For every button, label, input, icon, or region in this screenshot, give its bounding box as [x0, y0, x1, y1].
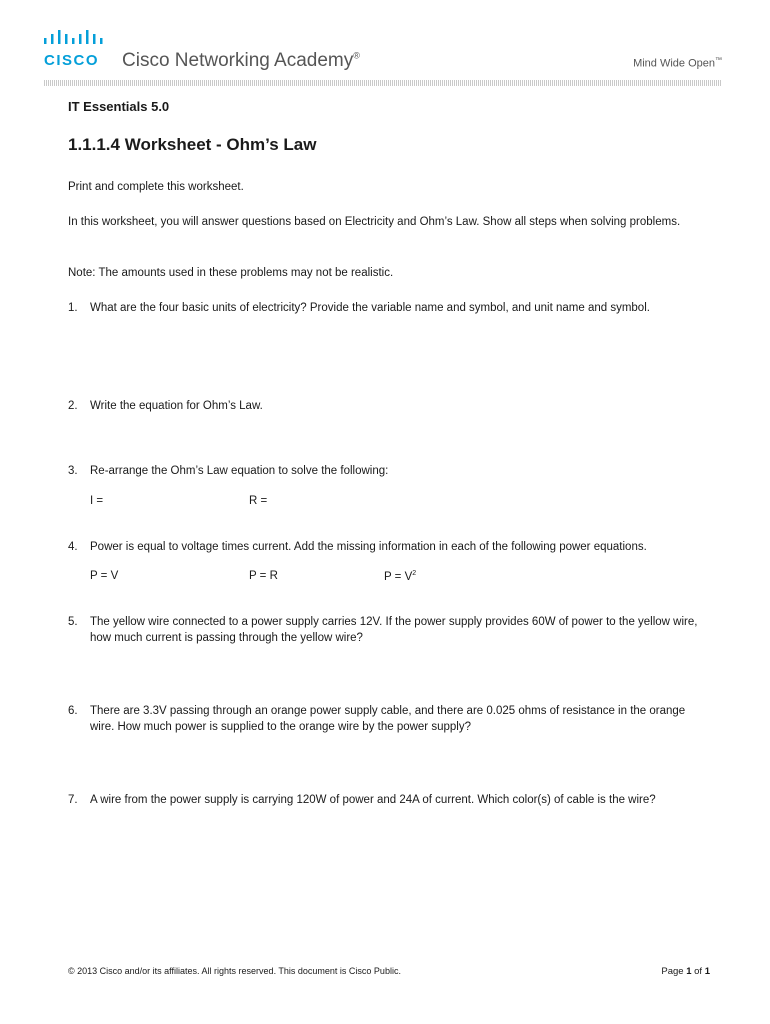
question-number: 1. — [68, 302, 78, 314]
question-number: 5. — [68, 616, 78, 628]
question-number: 7. — [68, 794, 78, 806]
academy-name — [122, 50, 360, 72]
intro-text: Print and complete this worksheet. — [68, 181, 244, 193]
equation-current: I = — [90, 495, 104, 507]
page-of-label: of — [694, 966, 703, 977]
equation-resistance: R = — [249, 495, 268, 507]
question-text: Write the equation for Ohm’s Law. — [90, 400, 263, 412]
course-name: IT Essentials 5.0 — [68, 99, 170, 114]
page-total: 1 — [704, 966, 710, 977]
note-text: Note: The amounts used in these problems may not be realistic. — [68, 267, 394, 279]
page-label: Page — [661, 966, 684, 977]
tagline-text: Mind Wide Open — [633, 57, 715, 70]
trademark-mark: ™ — [715, 57, 722, 64]
question-text: What are the four basic units of electricity? Provide the variable name and symbol, and unit name and symbol. — [90, 302, 650, 314]
equation-power-voltage-squared — [384, 570, 416, 583]
description-text: In this worksheet, you will answer questions based on Electricity and Ohm’s Law. Show all steps when solving problems. — [68, 216, 681, 228]
question-number: 6. — [68, 705, 78, 717]
question-number: 2. — [68, 400, 78, 412]
page-current: 1 — [686, 966, 692, 977]
academy-name-text: Cisco Networking Academy — [122, 50, 354, 71]
page-title: 1.1.1.4 Worksheet - Ohm’s Law — [68, 135, 317, 154]
footer-page-number — [661, 966, 710, 977]
question-text: There are 3.3V passing through an orange power supply cable, and there are 0.025 ohms of resistance in the orange wire. How much power is supplied to the orange wire by the power supply? — [90, 705, 686, 733]
cisco-bars-logo-icon — [44, 30, 114, 48]
registered-mark: ® — [353, 50, 360, 61]
equation-power-resistance: P = R — [249, 570, 278, 582]
question-text: A wire from the power supply is carrying 120W of power and 24A of current. Which color(s) of cable is the wire? — [90, 794, 656, 806]
question-number: 3. — [68, 465, 78, 477]
cisco-wordmark: CISCO — [44, 52, 100, 69]
question-text: Power is equal to voltage times current. Add the missing information in each of the following power equations. — [90, 541, 647, 553]
page-header — [0, 0, 770, 90]
footer-copyright: © 2013 Cisco and/or its affiliates. All rights reserved. This document is Cisco Public. — [68, 966, 401, 976]
question-text: The yellow wire connected to a power supply carries 12V. If the power supply provides 60W of power to the yellow wire, how much current is passing through the yellow wire? — [90, 616, 698, 644]
equation-power-voltage: P = V — [90, 570, 119, 582]
question-number: 4. — [68, 541, 78, 553]
header-divider — [44, 80, 722, 86]
question-text: Re-arrange the Ohm’s Law equation to solve the following: — [90, 465, 389, 477]
exponent: 2 — [412, 570, 417, 577]
equation-text: P = V — [384, 570, 413, 583]
tagline — [633, 57, 722, 70]
